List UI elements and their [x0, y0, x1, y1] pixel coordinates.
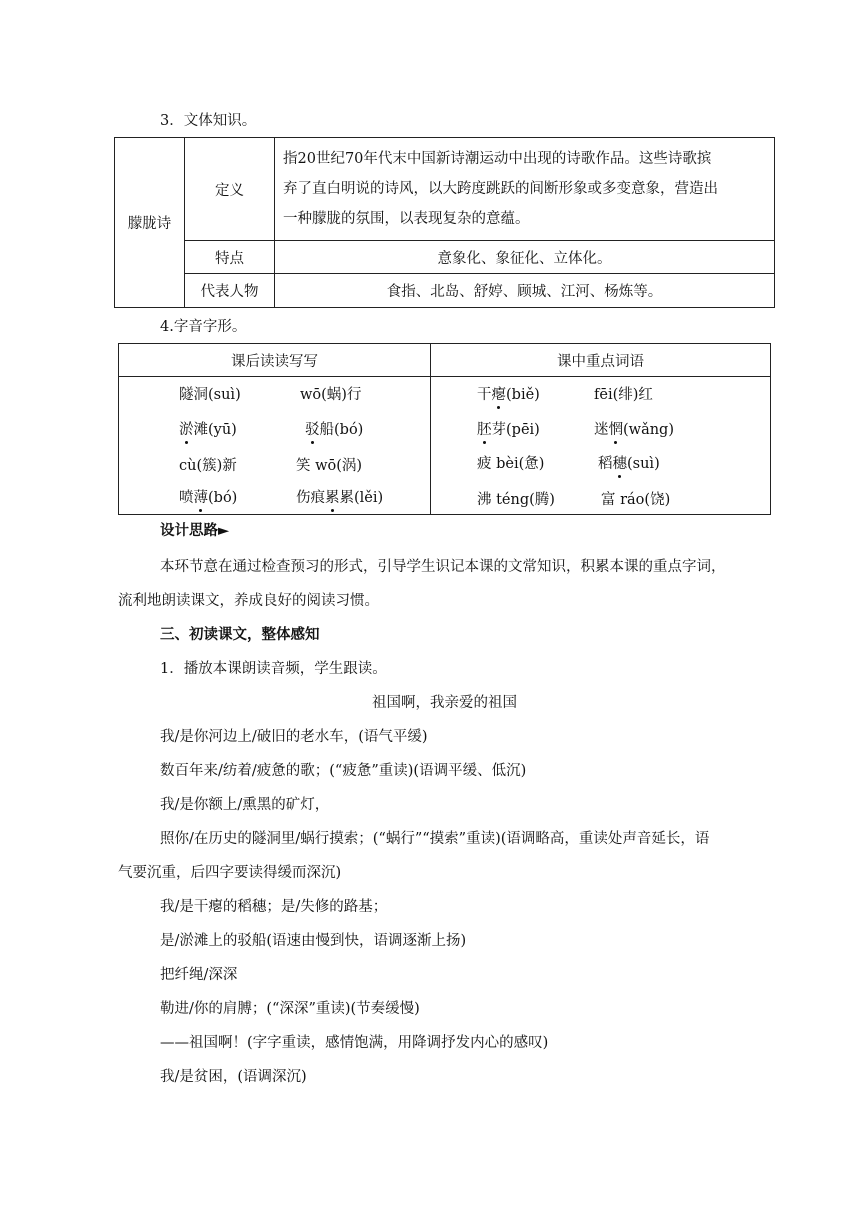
definition-cell	[275, 138, 775, 241]
col1-header: 课后读读写写	[231, 353, 318, 370]
definition-line: 弃了直白明说的诗风，以大跨度跳跃的间断形象或多变意象，营造出	[283, 181, 718, 197]
word-item: wō(蜗)行	[300, 387, 362, 403]
word-item: 驳船(bó)	[305, 418, 363, 439]
word-item: 笑 wō(涡)	[296, 458, 363, 474]
word-item: 沸 téng(腾)	[477, 492, 555, 508]
word-item: 淤滩(yū)	[179, 418, 237, 439]
genre-knowledge-table	[114, 137, 775, 308]
design-paragraph-line: 流利地朗读课文，养成良好的阅读习惯。	[118, 593, 379, 609]
representatives-value: 食指、北岛、舒婷、顾城、江河、杨炼等。	[386, 284, 663, 300]
poem-line: 把纤绳/深深	[160, 967, 238, 983]
col1-words-cell	[119, 377, 431, 515]
features-value: 意象化、象征化、立体化。	[437, 250, 612, 267]
word-item: cù(簇)新	[179, 458, 237, 474]
poem-title: 祖国啊，我亲爱的祖国	[372, 695, 517, 711]
term-label: 朦胧诗	[127, 216, 172, 232]
word-item: 干瘪(biě)	[477, 383, 540, 404]
col1-header-cell	[119, 344, 431, 377]
features-cell	[275, 241, 775, 274]
word-item: 富 ráo(饶)	[601, 492, 671, 508]
col2-words-cell	[431, 377, 771, 515]
poem-line: 勒进/你的肩膊；(“深深”重读)(节奏缓慢)	[160, 1001, 420, 1017]
row-label-cell	[185, 138, 275, 241]
poem-line: 数百年来/纺着/疲惫的歌；(“疲惫”重读)(语调平缓、低沉)	[160, 763, 527, 779]
poem-line: 照你/在历史的隧洞里/蜗行摸索；(“蜗行”“摸索”重读)(语调略高，重读处声音延长，语	[160, 831, 710, 847]
poem-line: 我/是贫困，(语调深沉)	[160, 1069, 307, 1085]
poem-line: 我/是干瘪的稻穗；是/失修的路基；	[160, 899, 388, 915]
term-cell	[115, 138, 185, 308]
poem-line: 我/是你河边上/破旧的老水车，(语气平缓)	[160, 729, 428, 745]
word-item: 迷惘(wǎng)	[594, 418, 674, 439]
word-item: 疲 bèi(惫)	[477, 456, 545, 472]
representatives-cell	[275, 274, 775, 308]
definition-line: 一种朦胧的氛围，以表现复杂的意蕴。	[283, 211, 530, 227]
design-heading: 设计思路►	[160, 522, 230, 539]
word-item: fēi(绯)红	[594, 387, 653, 403]
row-label-cell	[185, 274, 275, 308]
representatives-label: 代表人物	[200, 284, 259, 300]
word-item: 胚芽(pēi)	[477, 418, 540, 439]
section4-heading: 4.字音字形。	[160, 319, 247, 335]
word-item: 伤痕累累(lěi)	[296, 486, 383, 507]
col2-header: 课中重点词语	[557, 353, 644, 370]
part3-item1: 1．播放本课朗读音频，学生跟读。	[160, 661, 387, 677]
part3-heading: 三、初读课文，整体感知	[160, 626, 320, 643]
poem-line: 是/淤滩上的驳船(语速由慢到快，语调逐渐上扬)	[160, 933, 467, 949]
poem-line: ——祖国啊！(字字重读，感情饱满，用降调抒发内心的感叹)	[160, 1035, 549, 1051]
features-label: 特点	[215, 250, 244, 267]
design-paragraph-line: 本环节意在通过检查预习的形式，引导学生识记本课的文常知识，积累本课的重点字词，	[160, 559, 726, 575]
section3-heading: 3．文体知识。	[160, 113, 257, 129]
poem-line: 气要沉重，后四字要读得缓而深沉)	[118, 865, 342, 881]
word-item: 喷薄(bó)	[179, 486, 237, 507]
definition-line: 指20世纪70年代末中国新诗潮运动中出现的诗歌作品。这些诗歌摈	[283, 151, 712, 167]
col2-header-cell	[431, 344, 771, 377]
word-item: 稻穗(suì)	[598, 452, 660, 473]
row-label-cell	[185, 241, 275, 274]
word-item: 隧洞(suì)	[179, 387, 241, 403]
definition-label: 定义	[215, 182, 244, 199]
pronunciation-table	[118, 343, 771, 515]
poem-line: 我/是你额上/熏黑的矿灯，	[160, 797, 330, 813]
